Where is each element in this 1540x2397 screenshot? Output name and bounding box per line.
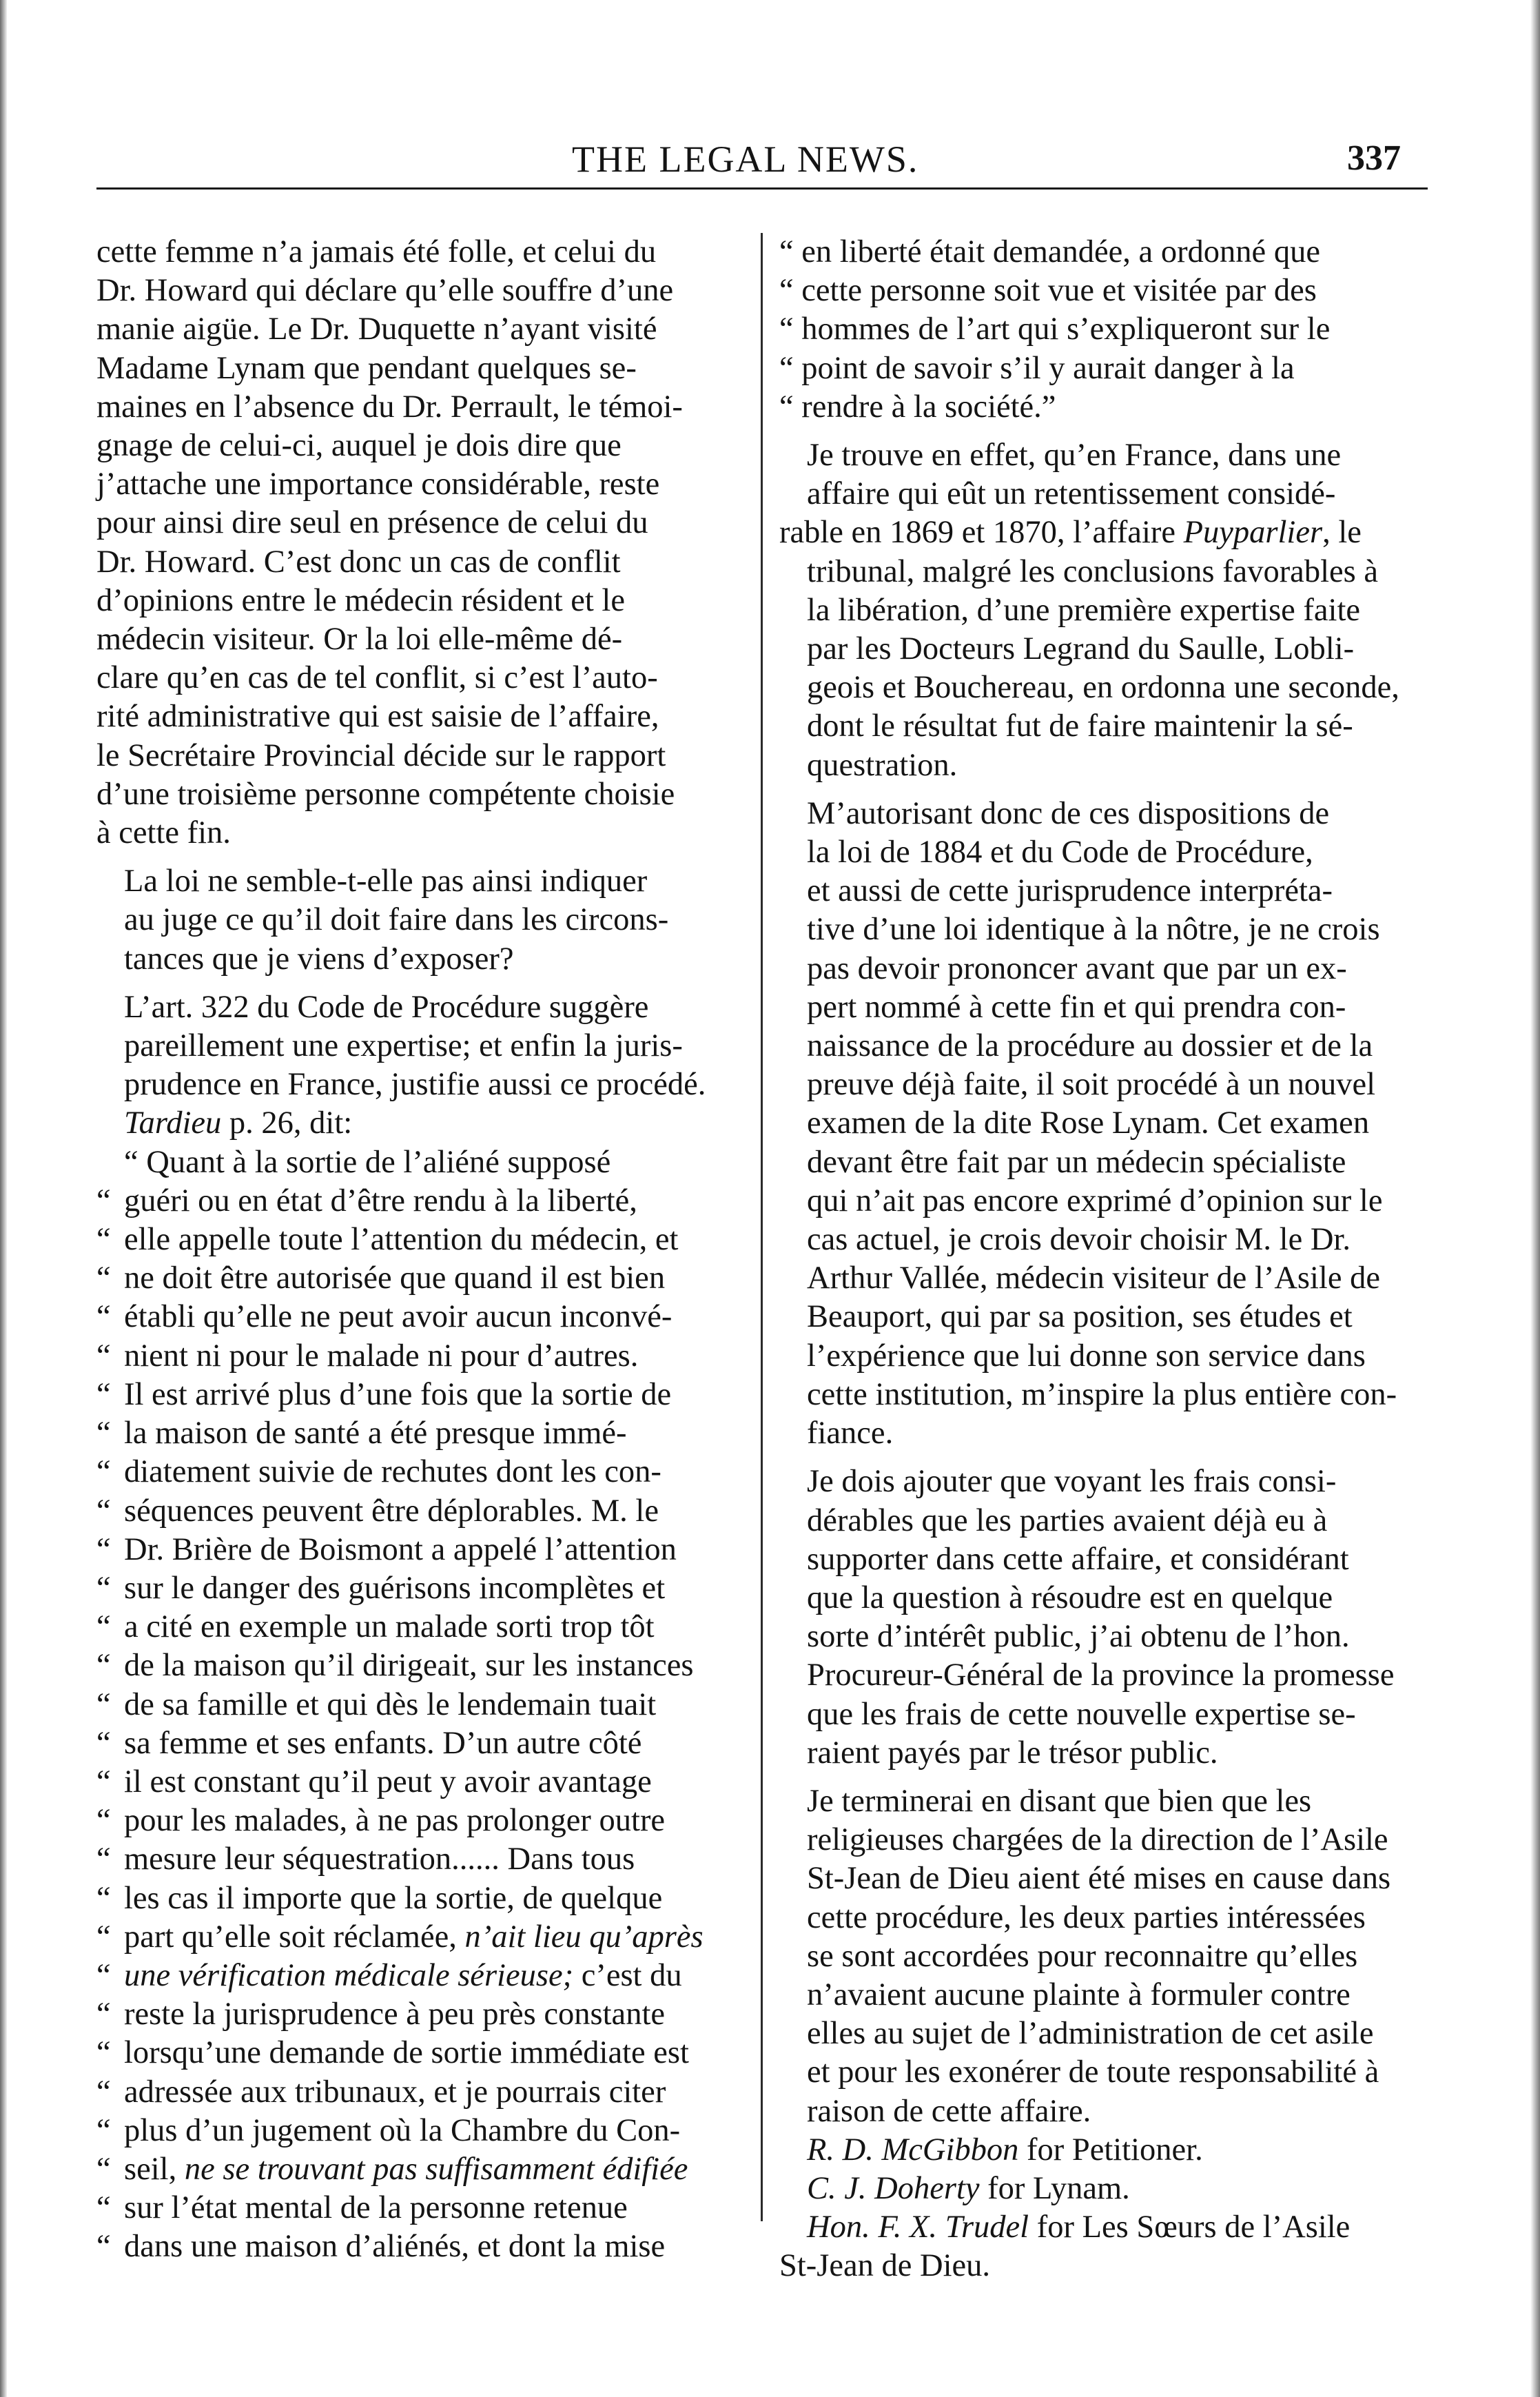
quote-line-italic-c: [96, 2150, 741, 2189]
text-line: que la question à résoudre est en quelque: [807, 1580, 1333, 1615]
quote-line-text: mesure leur séquestration...... Dans tous: [124, 1842, 635, 1877]
quote-line: [96, 1376, 741, 1414]
quote-mark: “: [96, 2074, 111, 2110]
text-line: n’avaient aucune plainte à formuler contre: [807, 1977, 1351, 2012]
quote-lines-a: [96, 1182, 741, 1918]
text-line: dérables que les parties avaient déjà eu à: [807, 1502, 1328, 1538]
scan-edge-right: [1530, 0, 1540, 2397]
text-line: dont le résultat fut de faire maintenir la sé-: [807, 708, 1353, 744]
quote-line: [96, 1724, 741, 1763]
text-line: tribunal, malgré les conclusions favorables à: [807, 553, 1378, 589]
text-line: naissance de la procédure au dossier et de la: [807, 1028, 1373, 1064]
quote-mark: “: [96, 1609, 111, 1645]
quote-italic-b: une vérification médicale sérieuse;: [124, 1957, 574, 1993]
quote-line: [96, 1337, 741, 1376]
quote-mark: “: [96, 1880, 111, 1916]
quote-lines-b: [96, 1995, 741, 2150]
quote-italic-a: n’ait lieu qu’après: [464, 1919, 704, 1955]
counsel-line: [779, 2208, 1424, 2247]
quote-line-text: dans une maison d’aliénés, et dont la mise: [124, 2229, 666, 2265]
text-line: Je terminerai en disant que bien que les: [807, 1783, 1312, 1819]
quote-line: [96, 2227, 741, 2266]
text-line: cette femme n’a jamais été folle, et celui du: [96, 234, 657, 269]
quote-line-text: sur le danger des guérisons incomplètes et: [124, 1570, 666, 1606]
counsel-name: Hon. F. X. Trudel: [807, 2210, 1029, 2245]
text-line: et aussi de cette jurisprudence interpréta-: [807, 873, 1333, 909]
text-line: sorte d’intérêt public, j’ai obtenu de l’hon.: [807, 1619, 1350, 1655]
text-line: pareillement une expertise; et enfin la juris-: [124, 1028, 683, 1064]
text-line: questration.: [807, 747, 958, 783]
quote-mark: “: [96, 1803, 111, 1839]
text-line: supporter dans cette affaire, et considérant: [807, 1541, 1349, 1577]
text-line: par les Docteurs Legrand du Saulle, Lobli-: [807, 631, 1355, 667]
quote-line: “ rendre à la société.”: [779, 389, 1056, 425]
quote-mark: “: [96, 1648, 111, 1684]
quote-line-text: établi qu’elle ne peut avoir aucun inconvé-: [124, 1299, 673, 1335]
quote-mark: “: [96, 2151, 111, 2187]
quote-line: [96, 1492, 741, 1531]
quote-line-text: de la maison qu’il dirigeait, sur les instances: [124, 1648, 694, 1684]
quote-line-text: Il est arrivé plus d’une fois que la sortie de: [124, 1376, 672, 1412]
text-line: rité administrative qui est saisie de l’affaire,: [96, 699, 659, 735]
quote-line-text: elle appelle toute l’attention du médecin, et: [124, 1222, 679, 1258]
affaire-puyparlier: Puyparlier: [1183, 515, 1323, 551]
quote-line: “ en liberté était demandée, a ordonné que: [779, 234, 1320, 269]
text-line: tances que je viens d’exposer?: [124, 941, 514, 977]
para-france-3-post: , le: [1322, 515, 1362, 551]
citation-line: [96, 1104, 741, 1143]
quote-line: “ cette personne soit vue et visitée par des: [779, 273, 1317, 309]
paragraph-conflit: [96, 233, 741, 853]
text-line: L’art. 322 du Code de Procédure suggère: [124, 989, 649, 1025]
counsel-line: [779, 2170, 1424, 2208]
counsel-name: C. J. Doherty: [807, 2170, 980, 2206]
quote-mark: “: [96, 1570, 111, 1606]
text-line: La loi ne semble-t-elle pas ainsi indiquer: [124, 864, 648, 899]
quote-line-text: séquences peuvent être déplorables. M. le: [124, 1493, 659, 1529]
quote-line: [96, 2073, 741, 2112]
quote-line: [96, 1298, 741, 1336]
quote-line-italic-b: [96, 1957, 741, 1995]
text-line: et pour les exonérer de toute responsabilité à: [807, 2054, 1379, 2090]
text-line: Je dois ajouter que voyant les frais consi-: [807, 1464, 1337, 1500]
text-line: Dr. Howard. C’est donc un cas de conflit: [96, 544, 621, 580]
quote-line-text: sur l’état mental de la personne retenue: [124, 2190, 628, 2226]
para-france-line-2: affaire qui eût un retentissement considé-: [807, 476, 1336, 512]
text-line: pour ainsi dire seul en présence de celui du: [96, 505, 648, 541]
counsel-role: for Petitioner.: [1018, 2132, 1203, 2168]
text-line: tive d’une loi identique à la nôtre, je ne crois: [807, 912, 1380, 948]
text-line: prudence en France, justifie aussi ce procédé.: [124, 1067, 706, 1103]
quote-line: “ point de savoir s’il y aurait danger à la: [779, 350, 1295, 386]
text-line: le Secrétaire Provincial décide sur le rapport: [96, 737, 666, 773]
text-line: Procureur-Général de la province la promesse: [807, 1658, 1395, 1693]
counsel-role: for Les Sœurs de l’Asile: [1029, 2210, 1351, 2245]
text-line: M’autorisant donc de ces dispositions de: [807, 795, 1330, 831]
quote-mark: “: [96, 1919, 111, 1955]
quote-line-text: reste la jurisprudence à peu près constante: [124, 1997, 666, 2032]
counsel-line: [779, 2131, 1424, 2170]
quote-line-text: les cas il importe que la sortie, de quelque: [124, 1880, 663, 1916]
quote-mark: “: [96, 1416, 111, 1451]
paragraph-frais: [779, 1462, 1424, 1773]
quote-italic-a-pre: part qu’elle soit réclamée,: [124, 1919, 465, 1955]
quote-line-text: ne doit être autorisée que quand il est bien: [124, 1261, 666, 1296]
quote-line-text: guéri ou en état d’être rendu à la liberté,: [124, 1183, 637, 1218]
quote-line: [96, 1802, 741, 1840]
text-line: raient payés par le trésor public.: [807, 1735, 1218, 1771]
quote-mark: “: [96, 1261, 111, 1296]
text-line: pert nommé à cette fin et qui prendra con-: [807, 989, 1346, 1025]
quote-line: [96, 1608, 741, 1646]
quote-line: [96, 1259, 741, 1298]
paragraph-france: [779, 436, 1424, 785]
quote-line: [96, 1182, 741, 1221]
quote-mark: “: [96, 1725, 111, 1761]
quote-line-text: Dr. Brière de Boismont a appelé l’attention: [124, 1531, 677, 1567]
text-line: maines en l’absence du Dr. Perrault, le témoi-: [96, 389, 683, 425]
header-rule: [96, 187, 1428, 190]
quote-mark: “: [96, 2190, 111, 2226]
text-line: Dr. Howard qui déclare qu’elle souffre d’une: [96, 273, 674, 309]
text-line: devant être fait par un médecin spécialiste: [807, 1144, 1346, 1180]
quote-mark: “: [96, 1531, 111, 1567]
text-line: à cette fin.: [96, 815, 231, 851]
text-line: cette institution, m’inspire la plus entière con-: [807, 1376, 1397, 1412]
text-line: Arthur Vallée, médecin visiteur de l’Asile de: [807, 1261, 1381, 1296]
quote-line: [96, 1763, 741, 1802]
paragraph-article-322: [96, 988, 741, 1105]
quote-mark: “: [96, 1454, 111, 1490]
quote-line: [96, 1879, 741, 1918]
text-line: Madame Lynam que pendant quelques se-: [96, 350, 637, 386]
quote-mark: “: [96, 1338, 111, 1374]
quote-mark: “: [96, 1997, 111, 2032]
quote-mark: “: [96, 2229, 111, 2265]
quote-line-text: adressée aux tribunaux, et je pourrais citer: [124, 2074, 666, 2110]
text-line: l’expérience que lui donne son service dans: [807, 1338, 1366, 1374]
text-line: la libération, d’une première expertise faite: [807, 592, 1361, 628]
para-france-3-pre: rable en 1869 et 1870, l’affaire: [779, 515, 1184, 551]
quote-mark: “: [96, 1222, 111, 1258]
counsel-list: [779, 2131, 1424, 2247]
text-line: que les frais de cette nouvelle expertise se-: [807, 1696, 1356, 1732]
para-france-line-1: Je trouve en effet, qu’en France, dans une: [807, 438, 1342, 473]
quote-line-text: de sa famille et qui dès le lendemain tuait: [124, 1686, 657, 1722]
text-line: St-Jean de Dieu aient été mises en cause dans: [807, 1861, 1391, 1897]
text-line: manie aigüe. Le Dr. Duquette n’ayant visité: [96, 312, 657, 347]
text-line: gnage de celui-ci, auquel je dois dire que: [96, 428, 622, 464]
quote-mark: “: [96, 2112, 111, 2148]
text-line: clare qu’en cas de tel conflit, si c’est l’auto-: [96, 660, 658, 696]
tardieu-quote: [96, 1143, 741, 2267]
text-line: d’une troisième personne compétente choisie: [96, 776, 675, 812]
quote-line: [96, 1531, 741, 1569]
text-line: elles au sujet de l’administration de cet asile: [807, 2016, 1374, 2052]
quote-line-text: la maison de santé a été presque immé-: [124, 1416, 627, 1451]
scan-edge-left: [0, 0, 7, 2397]
quote-line: [96, 1453, 741, 1491]
quote-line: [96, 1840, 741, 1879]
text-line: au juge ce qu’il doit faire dans les circons-: [124, 902, 669, 938]
quote-line: [96, 2189, 741, 2227]
quote-italic-c: ne se trouvant pas suffisamment édifiée: [184, 2151, 688, 2187]
quote-line-text: diatement suivie de rechutes dont les con-: [124, 1454, 661, 1490]
text-line: se sont accordées pour reconnaitre qu’elles: [807, 1938, 1358, 1974]
quote-italic-c-pre: seil,: [124, 2151, 185, 2187]
left-column: [96, 233, 741, 2267]
quote-line-text: a cité en exemple un malade sorti trop tôt: [124, 1609, 655, 1645]
quote-mark: “: [96, 1764, 111, 1799]
quote-mark: “: [96, 1183, 111, 1218]
quote-italic-b-post: c’est du: [573, 1957, 682, 1993]
text-line: religieuses chargées de la direction de l’Asile: [807, 1822, 1388, 1858]
quote-mark: “: [96, 1299, 111, 1335]
right-column: [779, 233, 1424, 2286]
quote-line: [96, 1221, 741, 1259]
quote-line: [96, 1686, 741, 1724]
text-line: examen de la dite Rose Lynam. Cet examen: [807, 1105, 1370, 1141]
quote-line: [96, 2034, 741, 2072]
text-line: pas devoir prononcer avant que par un ex-: [807, 950, 1347, 986]
paragraph-autorisant: [779, 795, 1424, 1453]
text-line: cette procédure, les deux parties intéressées: [807, 1899, 1366, 1935]
text-line: la loi de 1884 et du Code de Procédure,: [807, 835, 1313, 870]
quote-line-text: lorsqu’une demande de sortie immédiate est: [124, 2035, 689, 2071]
text-line: cas actuel, je crois devoir choisir M. le Dr.: [807, 1222, 1351, 1258]
quote-line: “ hommes de l’art qui s’expliqueront sur le: [779, 312, 1331, 347]
para-france-rest: [779, 553, 1424, 785]
counsel-role: for Lynam.: [979, 2170, 1130, 2206]
para-france-line-3: [779, 513, 1424, 552]
quote-line-text: plus d’un jugement où la Chambre du Con-: [124, 2112, 681, 2148]
text-line: fiance.: [807, 1416, 894, 1451]
quote-mark: “: [96, 1686, 111, 1722]
quote-opening-line: “ Quant à la sortie de l’aliéné supposé: [124, 1144, 611, 1180]
quote-line-text: pour les malades, à ne pas prolonger outre: [124, 1803, 666, 1839]
quote-mark: “: [96, 1842, 111, 1877]
text-line: raison de cette affaire.: [807, 2093, 1091, 2129]
text-line: qui n’ait pas encore exprimé d’opinion sur le: [807, 1183, 1383, 1218]
quote-line-text: nient ni pour le malade ni pour d’autres.: [124, 1338, 639, 1374]
page-header-title: THE LEGAL NEWS.: [572, 139, 919, 180]
citation-intro: [96, 1104, 741, 1143]
text-line: Beauport, qui par sa position, ses études et: [807, 1299, 1353, 1335]
quote-mark: “: [96, 1376, 111, 1412]
text-line: d’opinions entre le médecin résident et le: [96, 582, 625, 618]
quote-line-italic-a: [96, 1918, 741, 1957]
text-line: j’attache une importance considérable, reste: [96, 467, 660, 502]
quote-line: [96, 1414, 741, 1453]
counsel-name: R. D. McGibbon: [807, 2132, 1019, 2168]
citation-rest: p. 26, dit:: [221, 1105, 353, 1141]
quote-line-text: il est constant qu’il peut y avoir avantage: [124, 1764, 652, 1799]
quote-line-text: sa femme et ses enfants. D’un autre côté: [124, 1725, 642, 1761]
counsel-last-line: St-Jean de Dieu.: [779, 2248, 991, 2284]
quote-line: [96, 2112, 741, 2150]
quote-line: [96, 1569, 741, 1608]
text-line: médecin visiteur. Or la loi elle-même dé-: [96, 622, 623, 657]
quote-line: [96, 1995, 741, 2034]
quote-mark: “: [96, 2035, 111, 2071]
page-number: 337: [1347, 139, 1401, 178]
quote-mark: “: [96, 1957, 111, 1993]
quote-mark: “: [96, 1493, 111, 1529]
text-line: geois et Bouchereau, en ordonna une seconde,: [807, 670, 1399, 706]
quote-lines-c: [96, 2189, 741, 2266]
text-line: preuve déjà faite, il soit procédé à un nouvel: [807, 1067, 1376, 1103]
quote-line: [96, 1646, 741, 1685]
paragraph-terminerai: [779, 1782, 1424, 2131]
paragraph-loi: [96, 862, 741, 979]
quote-continuation: [779, 233, 1424, 427]
column-divider: [761, 233, 763, 2221]
citation-author: Tardieu: [124, 1105, 222, 1141]
